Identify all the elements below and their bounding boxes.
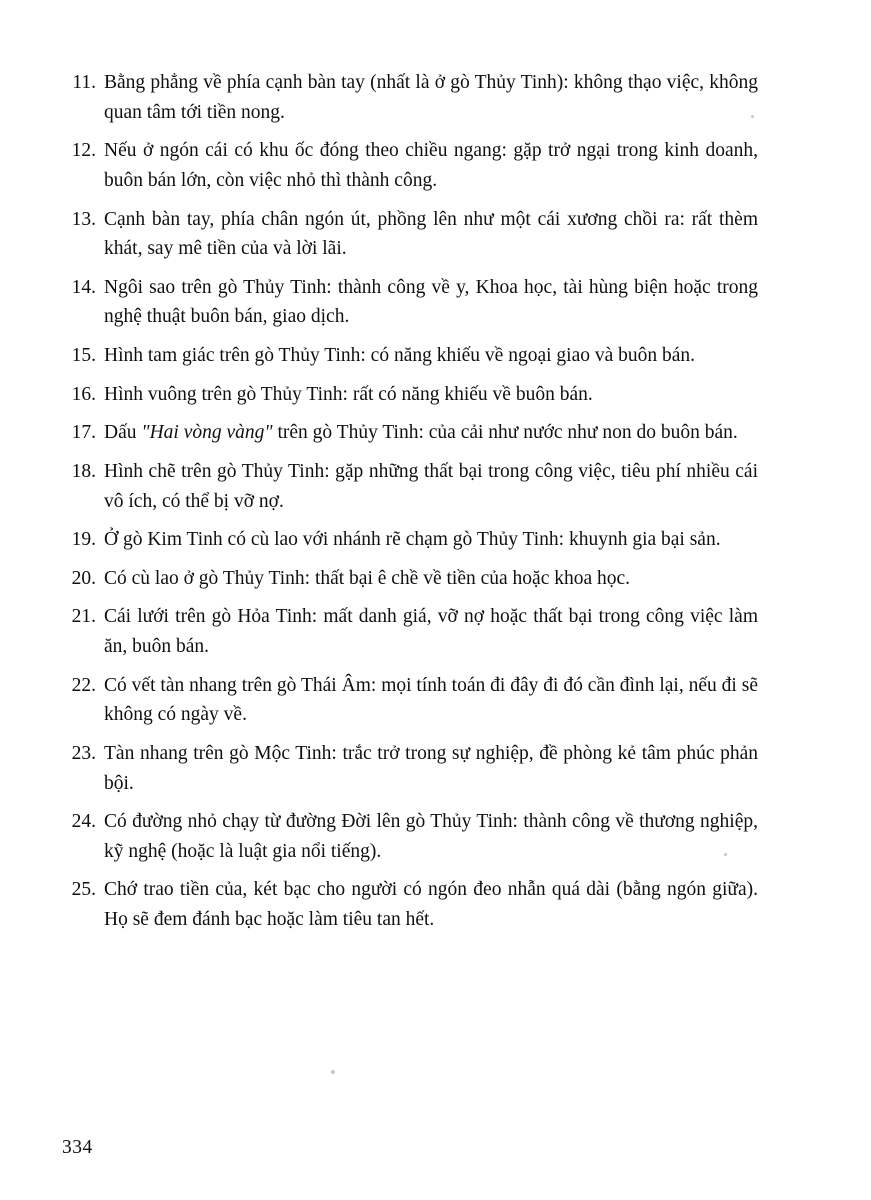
list-item-text	[104, 875, 758, 934]
list-item-text	[104, 273, 758, 332]
numbered-list-body	[58, 68, 758, 944]
list-item	[58, 341, 758, 371]
list-item-number: 16.	[71, 383, 96, 405]
list-item-text	[104, 602, 758, 661]
list-item	[58, 807, 758, 866]
list-item-text	[104, 341, 758, 371]
list-item	[58, 136, 758, 195]
text-run: Cái lưới trên gò Hỏa Tinh: mất danh giá, vỡ nợ hoặc thất bại trong công việc làm ăn, buôn bán.	[104, 606, 758, 657]
list-item-number: 19.	[71, 529, 96, 551]
list-item	[58, 671, 758, 730]
list-item-number: 21.	[71, 606, 96, 628]
list-item	[58, 739, 758, 798]
text-run: Ngôi sao trên gò Thủy Tinh: thành công về y, Khoa học, tài hùng biện hoặc trong nghệ thuật buôn bán, giao dịch.	[104, 276, 758, 328]
list-item-number: 22.	[71, 674, 96, 696]
emphasis-text: "Hai vòng vàng"	[141, 422, 273, 444]
list-item-number: 23.	[71, 742, 96, 764]
list-item-number: 14.	[71, 276, 96, 298]
list-item	[58, 273, 758, 332]
list-item-number: 13.	[71, 208, 96, 230]
list-item-text	[104, 807, 758, 866]
list-item	[58, 205, 758, 264]
text-run: Hình vuông trên gò Thủy Tinh: rất có năng khiếu về buôn bán.	[104, 383, 593, 405]
list-item	[58, 380, 758, 410]
list-item-text	[104, 739, 758, 798]
list-item	[58, 875, 758, 934]
list-item-text	[104, 136, 758, 195]
list-item	[58, 418, 758, 448]
text-run: Bằng phẳng về phía cạnh bàn tay (nhất là ở gò Thủy Tinh): không thạo việc, không quan tâm tới tiền nong.	[104, 72, 758, 123]
text-run: Dấu	[104, 422, 142, 444]
text-run: Hình chẽ trên gò Thủy Tinh: gặp những thất bại trong công việc, tiêu phí nhiều cái vô ích, có thể bị vỡ nợ.	[104, 460, 758, 512]
list-item-number: 12.	[71, 140, 96, 162]
list-item-number: 25.	[71, 879, 96, 901]
page-number: 334	[62, 1137, 93, 1158]
text-run: Nếu ở ngón cái có khu ốc đóng theo chiều ngang: gặp trở ngại trong kinh doanh, buôn bán lớn, còn việc nhỏ thì thành công.	[104, 140, 758, 191]
list-item	[58, 564, 758, 594]
scan-speck	[724, 853, 727, 856]
list-item-number: 20.	[71, 567, 96, 589]
list-item-text	[104, 671, 758, 730]
text-run: Có cù lao ở gò Thủy Tinh: thất bại ê chề về tiền của hoặc khoa học.	[104, 567, 631, 589]
list-item-text	[104, 205, 758, 264]
list-item	[58, 525, 758, 555]
list-item	[58, 68, 758, 127]
list-item	[58, 602, 758, 661]
list-item-text	[104, 564, 758, 594]
text-run: Tàn nhang trên gò Mộc Tinh: trắc trở trong sự nghiệp, đề phòng kẻ tâm phúc phản bội.	[104, 742, 758, 794]
text-run: Có vết tàn nhang trên gò Thái Âm: mọi tính toán đi đây đi đó cần đình lại, nếu đi sẽ không có ngày về.	[104, 674, 758, 726]
list-item	[58, 457, 758, 516]
list-item-number: 18.	[71, 460, 96, 482]
list-item-text	[104, 380, 758, 410]
scan-speck	[331, 1070, 335, 1074]
list-item-number: 24.	[71, 811, 96, 833]
numbered-list	[58, 68, 758, 935]
list-item-number: 11.	[72, 72, 96, 93]
list-item-text	[104, 68, 758, 127]
text-run: Cạnh bàn tay, phía chân ngón út, phồng lên như một cái xương chồi ra: rất thèm khát, say mê tiền của và lời lãi.	[104, 208, 758, 260]
list-item-text	[104, 525, 758, 555]
text-run: trên gò Thủy Tinh: của cải như nước như non do buôn bán.	[272, 422, 738, 444]
list-item-number: 15.	[71, 345, 96, 366]
scan-speck	[751, 115, 754, 118]
text-run: Chớ trao tiền của, két bạc cho người có ngón đeo nhẫn quá dài (bằng ngón giữa). Họ sẽ đem đánh bạc hoặc làm tiêu tan hết.	[104, 879, 758, 930]
text-run: Có đường nhỏ chạy từ đường Đời lên gò Thủy Tinh: thành công về thương nghiệp, kỹ nghệ (hoặc là luật gia nổi tiếng).	[104, 811, 758, 862]
list-item-number: 17.	[71, 422, 96, 444]
list-item-text	[104, 457, 758, 516]
list-item-text	[104, 418, 758, 448]
text-run: Ở gò Kim Tinh có cù lao với nhánh rẽ chạm gò Thủy Tinh: khuynh gia bại sản.	[104, 529, 721, 551]
text-run: Hình tam giác trên gò Thủy Tinh: có năng khiếu về ngoại giao và buôn bán.	[104, 345, 696, 366]
